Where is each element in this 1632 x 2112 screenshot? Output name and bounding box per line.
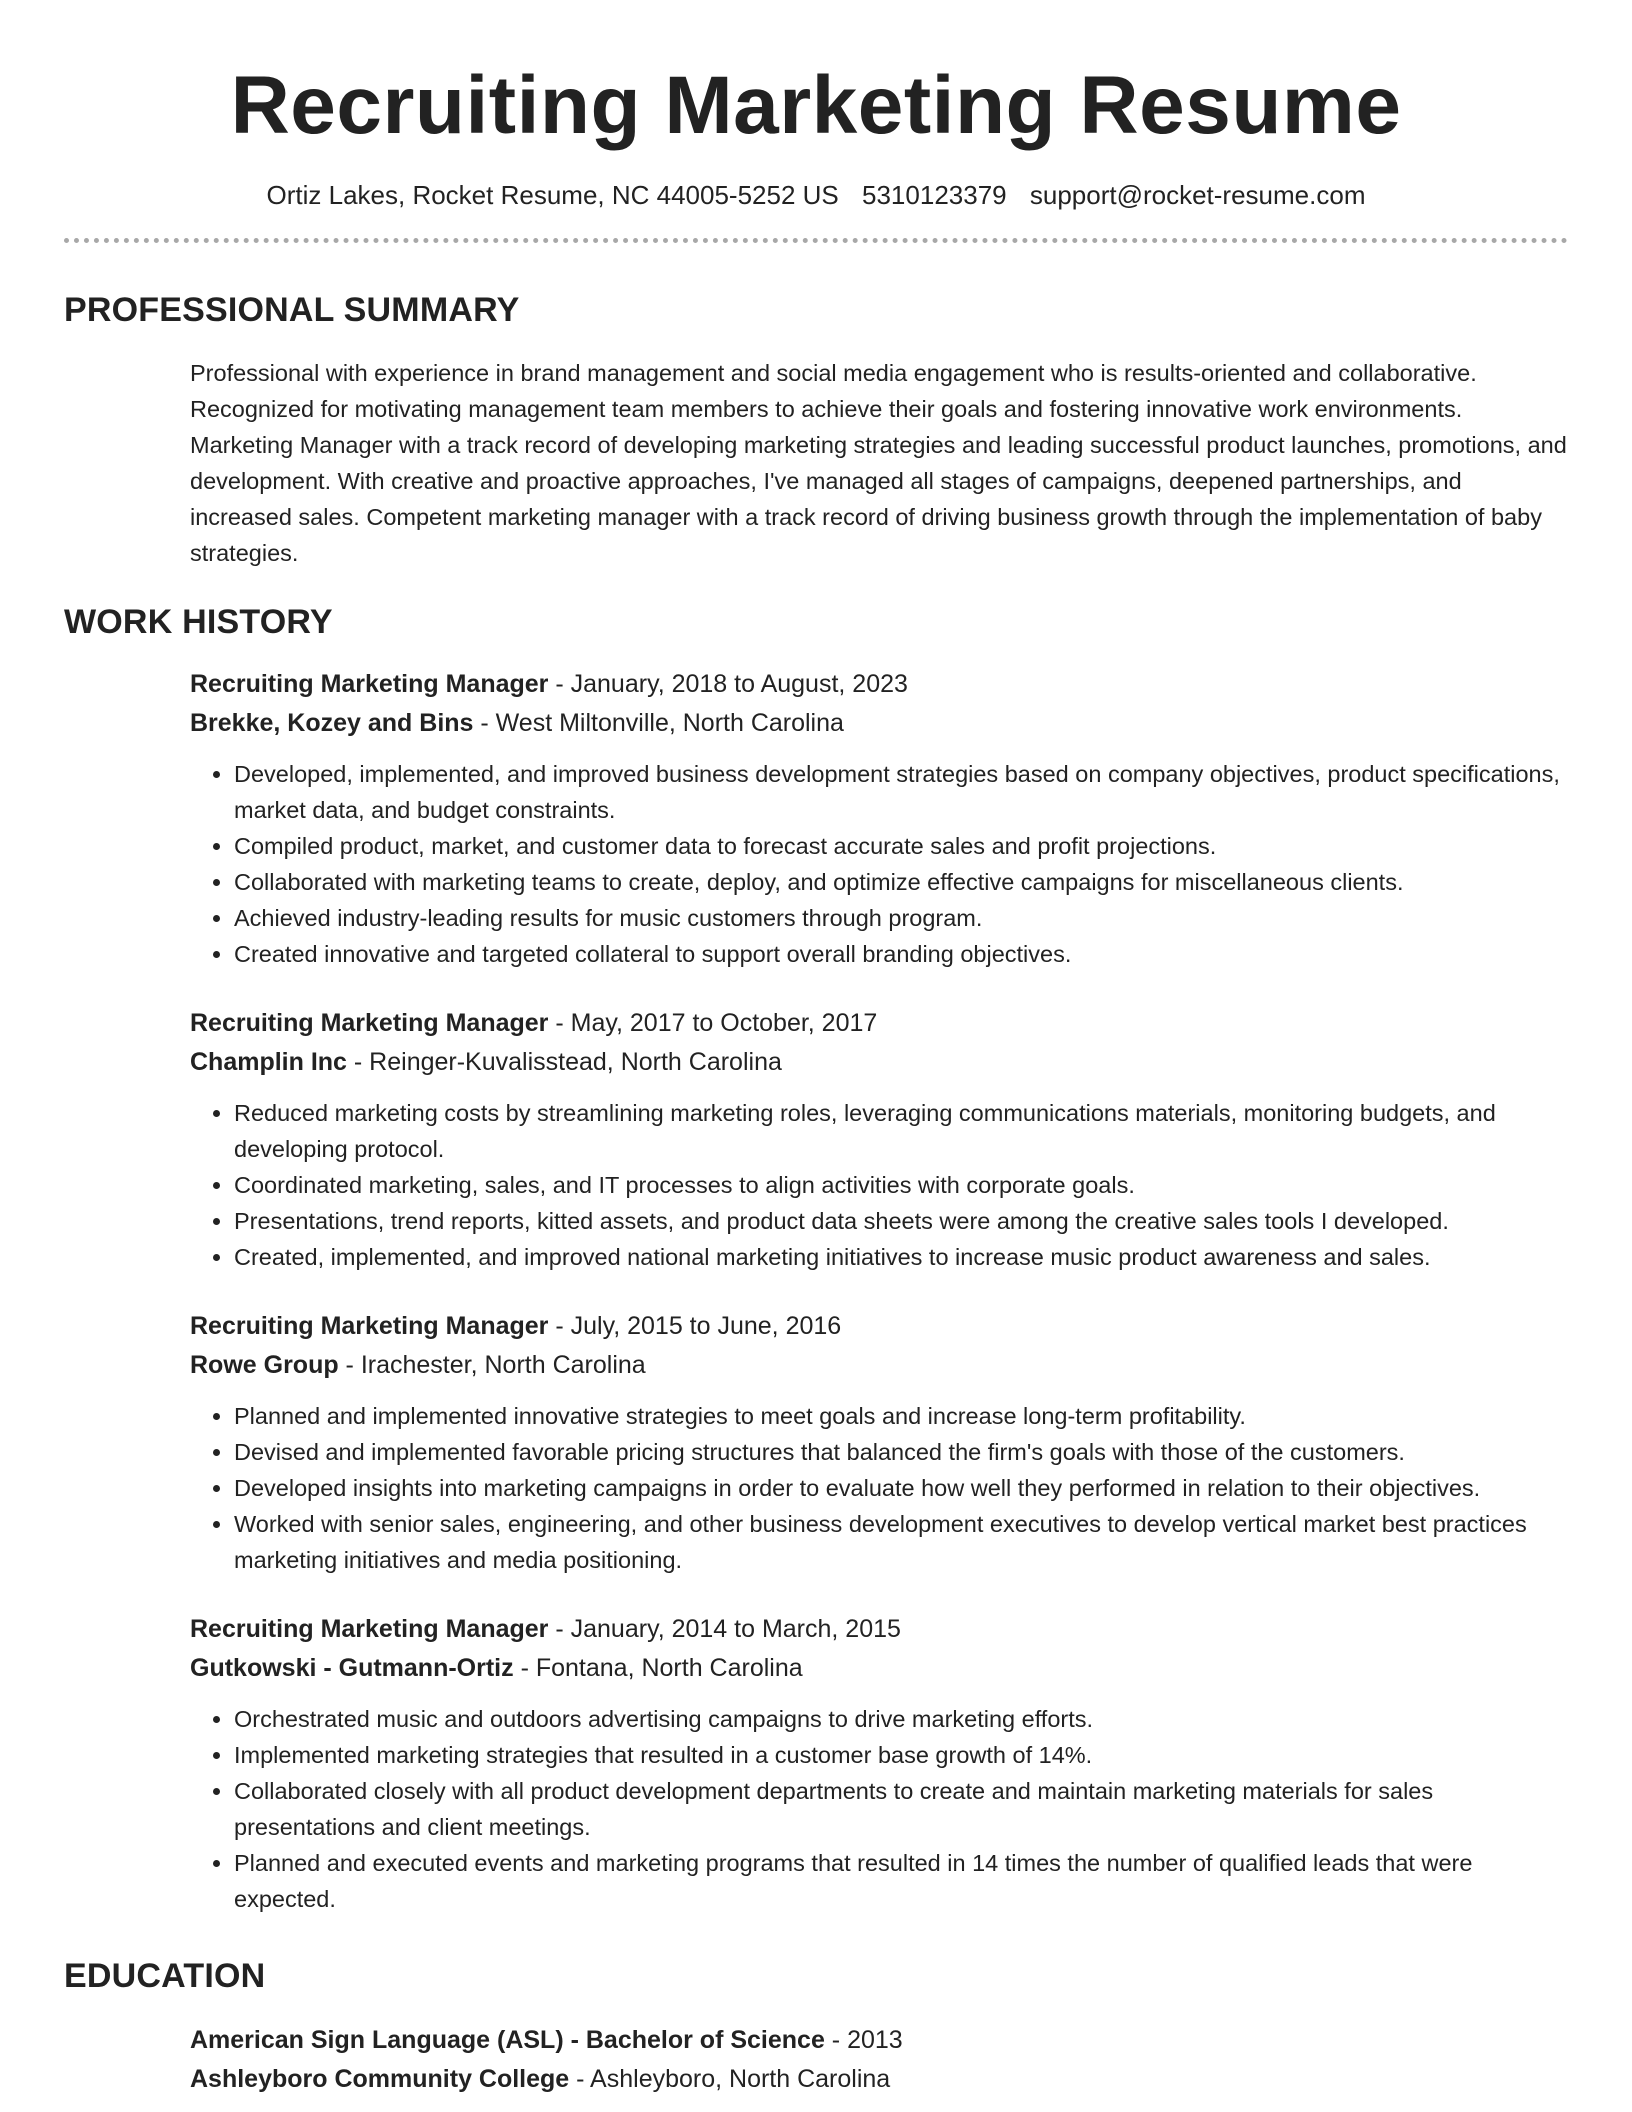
job-role: Recruiting Marketing Manager — [190, 670, 549, 698]
job-role: Recruiting Marketing Manager — [190, 1615, 549, 1643]
job-company: Brekke, Kozey and Bins — [190, 709, 474, 737]
job-dates: - May, 2017 to October, 2017 — [548, 1009, 878, 1037]
job-location: - Reinger-Kuvalisstead, North Carolina — [346, 1048, 782, 1076]
contact-phone: 5310123379 — [862, 180, 1007, 210]
job-bullet: • Planned and executed events and marketing programs that resulted in 14 times the number of qualified leads that were expected. — [234, 1845, 1568, 1917]
job-title-line — [190, 1004, 1568, 1043]
education-year: - 2013 — [824, 2026, 903, 2054]
job-company-line — [190, 1649, 1568, 1688]
summary-heading: PROFESSIONAL SUMMARY — [64, 291, 520, 329]
education-degree-line — [190, 2021, 1568, 2060]
job-bullets — [190, 756, 1568, 972]
job-bullets — [190, 1398, 1568, 1578]
work-history-heading: WORK HISTORY — [64, 603, 333, 641]
job-location: - Irachester, North Carolina — [338, 1351, 646, 1379]
job-bullet: • Collaborated with marketing teams to create, deploy, and optimize effective campaigns for miscellaneous clients. — [234, 864, 1568, 900]
job-bullet: • Implemented marketing strategies that resulted in a customer base growth of 14%. — [234, 1737, 1568, 1773]
job-bullet: • Developed insights into marketing campaigns in order to evaluate how well they performed in relation to their objectives. — [234, 1470, 1568, 1506]
education-entry — [190, 2021, 1568, 2099]
job-title-line — [190, 1307, 1568, 1346]
job-title-line — [190, 665, 1568, 704]
job-title-line — [190, 1610, 1568, 1649]
contact-line — [64, 178, 1568, 212]
job-bullet: • Planned and implemented innovative strategies to meet goals and increase long-term profitability. — [234, 1398, 1568, 1434]
job-entry — [190, 1307, 1568, 1578]
job-bullet: • Created, implemented, and improved national marketing initiatives to increase music product awareness and sales. — [234, 1239, 1568, 1275]
job-bullet: • Developed, implemented, and improved business development strategies based on company objectives, product specifications, market data, and budget constraints. — [234, 756, 1568, 828]
job-entry — [190, 665, 1568, 972]
contact-email: support@rocket-resume.com — [1029, 180, 1366, 210]
job-dates: - January, 2014 to March, 2015 — [548, 1615, 901, 1643]
job-location: - West Miltonville, North Carolina — [473, 709, 844, 737]
job-dates: - July, 2015 to June, 2016 — [548, 1312, 842, 1340]
job-entry — [190, 1004, 1568, 1275]
job-bullet: • Worked with senior sales, engineering, and other business development executives to develop vertical market best practices marketing initiatives and media positioning. — [234, 1506, 1568, 1578]
job-location: - Fontana, North Carolina — [513, 1654, 803, 1682]
job-entry — [190, 1610, 1568, 1917]
job-role: Recruiting Marketing Manager — [190, 1312, 549, 1340]
job-bullet: • Created innovative and targeted collateral to support overall branding objectives. — [234, 936, 1568, 972]
job-company-line — [190, 704, 1568, 743]
job-bullet: • Coordinated marketing, sales, and IT processes to align activities with corporate goals. — [234, 1167, 1568, 1203]
job-bullet: • Achieved industry-leading results for music customers through program. — [234, 900, 1568, 936]
job-company: Gutkowski - Gutmann-Ortiz — [190, 1654, 514, 1682]
job-bullet: • Devised and implemented favorable pricing structures that balanced the firm's goals with those of the customers. — [234, 1434, 1568, 1470]
job-company-line — [190, 1043, 1568, 1082]
header-divider — [64, 238, 1568, 243]
job-bullet: • Reduced marketing costs by streamlining marketing roles, leveraging communications materials, monitoring budgets, and developing protocol. — [234, 1095, 1568, 1167]
contact-address: Ortiz Lakes, Rocket Resume, NC 44005-5252 US — [266, 180, 839, 210]
job-role: Recruiting Marketing Manager — [190, 1009, 549, 1037]
job-bullet: • Collaborated closely with all product development departments to create and maintain marketing materials for sales presentations and client meetings. — [234, 1773, 1568, 1845]
education-school: Ashleyboro Community College — [190, 2065, 570, 2093]
job-company: Champlin Inc — [190, 1048, 347, 1076]
job-bullets — [190, 1701, 1568, 1917]
education-location: - Ashleyboro, North Carolina — [569, 2065, 891, 2093]
job-company: Rowe Group — [190, 1351, 339, 1379]
resume-title: Recruiting Marketing Resume — [230, 60, 1402, 151]
education-degree: American Sign Language (ASL) - Bachelor of Science — [190, 2026, 825, 2054]
education-heading: EDUCATION — [64, 1957, 266, 1995]
summary-text: Professional with experience in brand management and social media engagement who is results-oriented and collaborative. Recognized for motivating management team members to achieve their goals and fostering innovative work environments. Marketing Manager with a track record of developing marketing strategies and leading successful product launches, promotions, and development. With creative and proactive approaches, I've managed all stages of campaigns, deepened partnerships, and increased sales. Competent marketing manager with a track record of driving business growth through the implementation of baby strategies. — [190, 360, 1567, 566]
job-bullet: • Orchestrated music and outdoors advertising campaigns to drive marketing efforts. — [234, 1701, 1568, 1737]
job-bullets — [190, 1095, 1568, 1275]
job-bullet: • Compiled product, market, and customer data to forecast accurate sales and profit projections. — [234, 828, 1568, 864]
job-bullet: • Presentations, trend reports, kitted assets, and product data sheets were among the creative sales tools I developed. — [234, 1203, 1568, 1239]
education-school-line — [190, 2060, 1568, 2099]
job-dates: - January, 2018 to August, 2023 — [548, 670, 908, 698]
job-company-line — [190, 1346, 1568, 1385]
